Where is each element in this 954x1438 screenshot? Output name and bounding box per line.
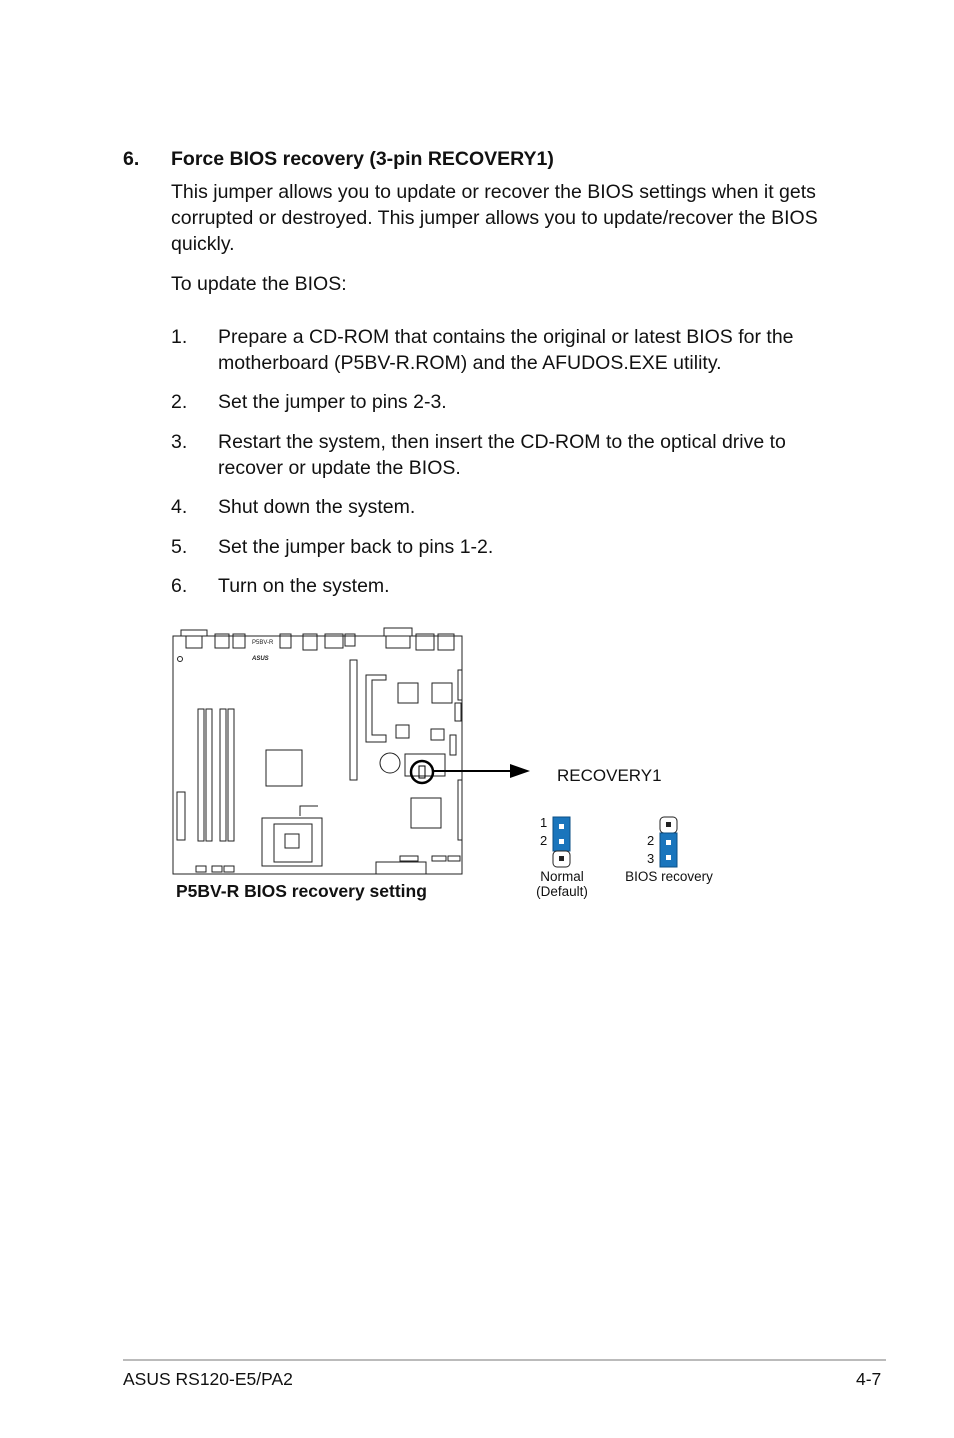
normal-default: (Default) (536, 884, 588, 899)
footer-divider (123, 1359, 886, 1361)
step-text: Set the jumper to pins 2-3. (218, 391, 447, 413)
pin-number: 2 (540, 833, 548, 848)
step-text: Turn on the system. (218, 575, 390, 597)
pin-number: 1 (540, 815, 548, 830)
board-model-label: P5BV-R (252, 640, 274, 646)
step-number: 4. (171, 496, 188, 518)
figure-caption: P5BV-R BIOS recovery setting (176, 881, 427, 901)
jumper-recovery (657, 814, 681, 870)
step-text: Shut down the system. (218, 496, 416, 518)
intro-paragraph: This jumper allows you to update or recover the BIOS settings when it gets corrupted or destroyed. This jumper allows you to update/recover the BIOS quickly. (171, 181, 818, 255)
footer-product: ASUS RS120-E5/PA2 (123, 1369, 293, 1389)
board-outline (173, 636, 462, 874)
step-number: 2. (171, 391, 188, 413)
step-text: Set the jumper back to pins 1-2. (218, 536, 494, 558)
step-number: 6. (171, 575, 188, 597)
normal-title: Normal (540, 869, 584, 884)
page-number: 4-7 (856, 1369, 882, 1389)
step-text: Restart the system, then insert the CD-ROM to the optical drive to recover or update the BIOS. (218, 431, 786, 479)
pin-number: 3 (647, 851, 655, 866)
step-number: 5. (171, 536, 188, 558)
motherboard-diagram (160, 620, 720, 880)
step-text: Prepare a CD-ROM that contains the original or latest BIOS for the motherboard (P5BV-R.ROM) and the AFUDOS.EXE utility. (218, 326, 794, 374)
update-label: To update the BIOS: (171, 273, 347, 295)
jumper-normal (550, 814, 574, 870)
step-number: 3. (171, 431, 188, 453)
step-number: 1. (171, 326, 188, 348)
jumper-cap (553, 817, 570, 851)
recovery1-highlight (411, 761, 530, 783)
board-logo: ASUS (252, 656, 269, 662)
pin-number: 2 (647, 833, 655, 848)
jumper-cap (660, 833, 677, 867)
section-title: Force BIOS recovery (3-pin RECOVERY1) (171, 148, 554, 170)
recovery1-label: RECOVERY1 (557, 766, 662, 785)
section-number: 6. (123, 148, 140, 170)
bios-recovery-label: BIOS recovery (625, 869, 713, 884)
arrow-icon (510, 764, 530, 778)
normal-label (521, 869, 603, 899)
